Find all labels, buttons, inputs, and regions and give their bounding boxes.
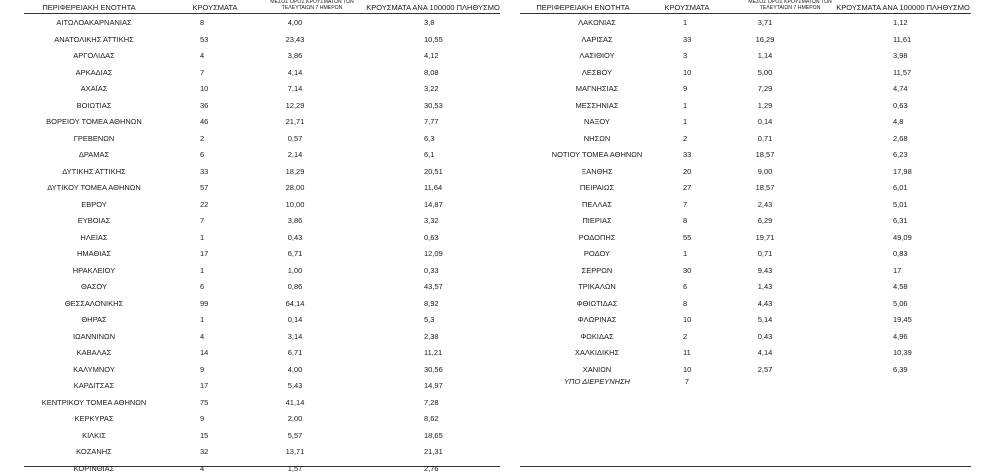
- left-row-cases: 6: [200, 150, 205, 159]
- left-row-avg: 3,86: [287, 51, 303, 60]
- left-row-region: ΚΟΡΙΝΘΙΑΣ: [73, 463, 115, 473]
- right-bottom-rule: [520, 466, 971, 467]
- right-row-avg: 4,14: [757, 348, 773, 357]
- left-row-per100k: 12,09: [424, 249, 443, 258]
- right-row-region: ΛΑΣΙΘΙΟΥ: [579, 51, 615, 60]
- right-row-region: ΠΕΙΡΑΙΩΣ: [579, 183, 615, 192]
- right-row-cases: 11: [683, 348, 691, 357]
- right-row-avg: 1,43: [757, 282, 773, 291]
- left-row-region: ΒΟΡΕΙΟΥ ΤΟΜΕΑ ΑΘΗΝΩΝ: [46, 117, 142, 126]
- left-row-cases: 15: [200, 430, 209, 440]
- left-row-avg: 2,14: [287, 150, 303, 159]
- left-row-region: ΕΥΒΟΙΑΣ: [77, 216, 111, 225]
- left-row-avg: 10,00: [285, 199, 305, 209]
- right-row-avg: 0,71: [757, 249, 773, 258]
- right-row-region: ΦΛΩΡΙΝΑΣ: [577, 315, 617, 324]
- right-header-avg-line2: ΤΕΛΕΥΤΑΙΩΝ 7 ΗΜΕΡΩΝ: [759, 5, 821, 11]
- right-row-avg: 19,71: [755, 232, 775, 242]
- right-row-per100k: 6,31: [893, 216, 908, 225]
- left-row-region: ΘΗΡΑΣ: [81, 315, 107, 324]
- right-row-region: ΞΑΝΘΗΣ: [581, 166, 613, 176]
- left-row-cases: 17: [200, 381, 209, 390]
- left-row-avg: 21,71: [285, 117, 305, 126]
- left-row-region: ΔΥΤΙΚΟΥ ΤΟΜΕΑ ΑΘΗΝΩΝ: [47, 183, 141, 192]
- right-row-cases: 33: [683, 34, 692, 44]
- right-row-cases: 7: [683, 199, 688, 209]
- left-row-avg: 1,00: [287, 265, 303, 275]
- right-row-region: ΛΕΣΒΟΥ: [581, 67, 613, 77]
- right-row-avg: 18,57: [755, 183, 775, 192]
- left-row-per100k: 7,77: [424, 117, 439, 126]
- right-row-cases: 1: [683, 117, 688, 126]
- right-row-per100k: 10,39: [893, 348, 912, 357]
- left-row-region: ΙΩΑΝΝΙΝΩΝ: [72, 331, 116, 341]
- right-row-avg: 9,43: [757, 265, 773, 275]
- left-row-cases: 53: [200, 34, 209, 44]
- right-row-per100k: 0,63: [893, 100, 908, 110]
- left-row-avg: 4,00: [287, 364, 303, 374]
- left-row-avg: 7,14: [287, 84, 303, 93]
- right-row-region: ΡΟΔΟΥ: [583, 249, 611, 258]
- left-row-cases: 1: [200, 232, 205, 242]
- right-header-region: ΠΕΡΙΦΕΡΕΙΑΚΗ ΕΝΟΤΗΤΑ: [536, 3, 630, 12]
- right-row-avg: 0,43: [757, 331, 773, 341]
- left-row-region: ΗΡΑΚΛΕΙΟΥ: [72, 265, 116, 275]
- left-row-region: ΗΜΑΘΙΑΣ: [76, 249, 112, 258]
- right-row-per100k: 4,8: [893, 117, 904, 126]
- left-row-region: ΘΑΣΟΥ: [81, 282, 107, 291]
- left-row-avg: 23,43: [285, 34, 305, 44]
- left-row-per100k: 11,64: [424, 183, 443, 192]
- left-row-avg: 0,57: [287, 133, 303, 143]
- left-row-region: ΚΙΛΚΙΣ: [82, 430, 106, 440]
- left-row-per100k: 3,32: [424, 216, 439, 225]
- right-row-cases: 6: [683, 282, 688, 291]
- right-row-region: ΝΟΤΙΟΥ ΤΟΜΕΑ ΑΘΗΝΩΝ: [551, 150, 643, 159]
- right-row-cases: 9: [683, 84, 688, 93]
- left-row-cases: 57: [200, 183, 209, 192]
- left-row-per100k: 8,62: [424, 414, 439, 423]
- left-row-per100k: 5,3: [424, 315, 435, 324]
- left-row-avg: 0,43: [287, 232, 303, 242]
- left-header-avg-line2: ΤΕΛΕΥΤΑΙΩΝ 7 ΗΜΕΡΩΝ: [281, 5, 343, 11]
- left-row-region: ΔΥΤΙΚΗΣ ΑΤΤΙΚΗΣ: [62, 166, 126, 176]
- left-row-avg: 5,43: [287, 381, 303, 390]
- left-row-per100k: 3,22: [424, 84, 439, 93]
- right-row-region: ΜΕΣΣΗΝΙΑΣ: [575, 100, 619, 110]
- left-row-per100k: 2,76: [424, 463, 439, 473]
- left-row-avg: 3,14: [287, 331, 303, 341]
- left-row-per100k: 7,28: [424, 397, 439, 407]
- right-row-avg: 0,14: [757, 117, 773, 126]
- under-investigation-cases: 7: [684, 377, 690, 386]
- right-row-cases: 27: [683, 183, 692, 192]
- right-row-per100k: 5,06: [893, 298, 908, 308]
- left-row-region: ΑΡΚΑΔΙΑΣ: [75, 67, 113, 77]
- left-row-cases: 75: [200, 397, 209, 407]
- right-row-avg: 4,43: [757, 298, 773, 308]
- right-row-region: ΦΘΙΩΤΙΔΑΣ: [576, 298, 618, 308]
- left-row-per100k: 30,56: [424, 364, 443, 374]
- left-row-avg: 2,00: [287, 414, 303, 423]
- left-row-cases: 99: [200, 298, 209, 308]
- right-row-per100k: 3,98: [893, 51, 908, 60]
- left-row-cases: 17: [200, 249, 209, 258]
- left-row-per100k: 43,57: [424, 282, 443, 291]
- left-row-cases: 6: [200, 282, 205, 291]
- left-row-cases: 8: [200, 18, 205, 27]
- right-row-avg: 5,14: [757, 315, 773, 324]
- left-header-avg-line1: ΜΕΣΟΣ ΟΡΟΣ ΚΡΟΥΣΜΑΤΩΝ ΤΩΝ: [270, 0, 354, 5]
- left-row-cases: 9: [200, 414, 205, 423]
- left-row-avg: 41,14: [285, 397, 305, 407]
- left-row-region: ΑΝΑΤΟΛΙΚΗΣ ΑΤΤΙΚΗΣ: [54, 34, 134, 44]
- right-row-cases: 2: [683, 331, 688, 341]
- right-row-avg: 9,00: [757, 166, 773, 176]
- right-row-per100k: 2,68: [893, 133, 908, 143]
- left-row-cases: 10: [200, 84, 209, 93]
- right-row-per100k: 6,39: [893, 364, 908, 374]
- left-row-cases: 4: [200, 331, 205, 341]
- left-row-avg: 18,29: [285, 166, 305, 176]
- left-row-cases: 22: [200, 199, 209, 209]
- right-row-region: ΡΟΔΟΠΗΣ: [578, 232, 616, 242]
- right-row-avg: 0,71: [757, 133, 773, 143]
- right-row-per100k: 1,12: [893, 18, 908, 27]
- right-row-region: ΠΕΛΛΑΣ: [581, 199, 613, 209]
- right-row-region: ΧΑΛΚΙΔΙΚΗΣ: [574, 348, 620, 357]
- under-investigation-label: ΥΠΟ ΔΙΕΡΕΥΝΗΣΗ: [564, 377, 630, 386]
- right-row-region: ΠΙΕΡΙΑΣ: [582, 216, 612, 225]
- left-row-avg: 6,71: [287, 348, 303, 357]
- left-row-region: ΚΑΡΔΙΤΣΑΣ: [73, 381, 115, 390]
- right-row-region: ΝΗΣΩΝ: [583, 133, 611, 143]
- left-row-avg: 0,86: [287, 282, 303, 291]
- right-row-avg: 7,29: [757, 84, 773, 93]
- left-row-region: ΘΕΣΣΑΛΟΝΙΚΗΣ: [64, 298, 124, 308]
- left-row-per100k: 14,97: [424, 381, 443, 390]
- right-row-per100k: 6,23: [893, 150, 908, 159]
- left-row-per100k: 2,38: [424, 331, 439, 341]
- right-row-region: ΜΑΓΝΗΣΙΑΣ: [575, 84, 619, 93]
- right-row-per100k: 0,83: [893, 249, 908, 258]
- left-row-avg: 4,00: [287, 18, 303, 27]
- right-row-per100k: 17,98: [893, 166, 912, 176]
- right-row-cases: 2: [683, 133, 688, 143]
- left-row-cases: 9: [200, 364, 205, 374]
- left-row-cases: 14: [200, 348, 209, 357]
- right-row-region: ΧΑΝΙΩΝ: [582, 364, 612, 374]
- left-row-avg: 3,86: [287, 216, 303, 225]
- left-row-per100k: 10,55: [424, 34, 443, 44]
- right-header-cases: ΚΡΟΥΣΜΑΤΑ: [664, 3, 710, 12]
- left-row-cases: 7: [200, 216, 205, 225]
- left-row-region: ΔΡΑΜΑΣ: [78, 150, 110, 159]
- right-row-per100k: 4,58: [893, 282, 908, 291]
- left-row-avg: 28,00: [285, 183, 305, 192]
- left-header-per100k: ΚΡΟΥΣΜΑΤΑ ΑΝΑ 100000 ΠΛΗΘΥΣΜΟ: [366, 3, 500, 12]
- right-row-per100k: 11,61: [893, 34, 912, 44]
- right-row-avg: 1,29: [757, 100, 773, 110]
- right-row-per100k: 49,09: [893, 232, 912, 242]
- left-row-avg: 64,14: [285, 298, 305, 308]
- left-row-per100k: 20,51: [424, 166, 443, 176]
- left-row-cases: 33: [200, 166, 209, 176]
- right-row-avg: 5,00: [757, 67, 773, 77]
- right-row-region: ΛΑΚΩΝΙΑΣ: [578, 18, 616, 27]
- left-header-cases: ΚΡΟΥΣΜΑΤΑ: [192, 3, 238, 12]
- right-row-avg: 2,57: [757, 364, 773, 374]
- left-row-region: ΚΕΝΤΡΙΚΟΥ ΤΟΜΕΑ ΑΘΗΝΩΝ: [41, 397, 147, 407]
- right-row-avg: 3,71: [757, 18, 773, 27]
- left-row-per100k: 6,1: [424, 150, 435, 159]
- left-row-cases: 7: [200, 67, 205, 77]
- left-row-avg: 12,29: [285, 100, 305, 110]
- right-row-per100k: 6,01: [893, 183, 908, 192]
- left-row-avg: 0,14: [287, 315, 303, 324]
- right-row-avg: 6,29: [757, 216, 773, 225]
- right-row-cases: 20: [683, 166, 692, 176]
- right-row-per100k: 4,96: [893, 331, 908, 341]
- right-row-cases: 10: [683, 315, 692, 324]
- right-row-per100k: 17: [893, 265, 902, 275]
- right-row-per100k: 11,57: [893, 67, 912, 77]
- left-row-region: ΑΙΤΩΛΟΑΚΑΡΝΑΝΙΑΣ: [56, 18, 132, 27]
- right-row-per100k: 19,45: [893, 315, 912, 324]
- left-row-per100k: 4,12: [424, 51, 439, 60]
- left-row-cases: 46: [200, 117, 209, 126]
- left-row-avg: 13,71: [285, 447, 305, 456]
- left-header-avg: [252, 0, 372, 17]
- right-row-region: ΛΑΡΙΣΑΣ: [581, 34, 613, 44]
- left-row-per100k: 6,3: [424, 133, 435, 143]
- left-row-per100k: 11,21: [424, 348, 443, 357]
- left-row-avg: 1,57: [287, 463, 303, 473]
- right-row-cases: 1: [683, 18, 688, 27]
- right-row-avg: 18,57: [755, 150, 775, 159]
- right-row-avg: 16,29: [755, 34, 775, 44]
- right-row-region: ΤΡΙΚΑΛΩΝ: [578, 282, 616, 291]
- left-header-region: ΠΕΡΙΦΕΡΕΙΑΚΗ ΕΝΟΤΗΤΑ: [42, 3, 136, 12]
- left-row-cases: 4: [200, 51, 205, 60]
- right-row-region: ΣΕΡΡΩΝ: [581, 265, 613, 275]
- left-row-per100k: 14,87: [424, 199, 443, 209]
- left-row-region: ΓΡΕΒΕΝΩΝ: [73, 133, 115, 143]
- left-row-avg: 4,14: [287, 67, 303, 77]
- right-row-region: ΝΑΞΟΥ: [584, 117, 610, 126]
- right-row-avg: 1,14: [757, 51, 773, 60]
- left-row-per100k: 3,8: [424, 18, 435, 27]
- left-row-cases: 4: [200, 463, 205, 473]
- right-row-cases: 33: [683, 150, 692, 159]
- left-row-cases: 32: [200, 447, 209, 456]
- left-row-region: ΚΕΡΚΥΡΑΣ: [74, 414, 114, 423]
- left-row-per100k: 0,63: [424, 232, 439, 242]
- right-row-cases: 8: [683, 216, 688, 225]
- right-row-per100k: 4,74: [893, 84, 908, 93]
- right-row-cases: 1: [683, 100, 688, 110]
- right-header-avg-line1: ΜΕΣΟΣ ΟΡΟΣ ΚΡΟΥΣΜΑΤΩΝ ΤΩΝ: [748, 0, 832, 5]
- right-header-rule: [520, 13, 971, 14]
- left-row-cases: 2: [200, 133, 205, 143]
- left-row-avg: 5,57: [287, 430, 303, 440]
- right-row-region: ΦΩΚΙΔΑΣ: [580, 331, 614, 341]
- left-row-region: ΑΡΓΟΛΙΔΑΣ: [73, 51, 115, 60]
- right-row-avg: 2,43: [757, 199, 773, 209]
- left-row-per100k: 8,92: [424, 298, 439, 308]
- left-row-region: ΕΒΡΟΥ: [81, 199, 107, 209]
- left-row-cases: 1: [200, 315, 205, 324]
- left-row-region: ΗΛΕΙΑΣ: [80, 232, 108, 242]
- left-header-rule: [24, 13, 500, 14]
- left-row-per100k: 21,31: [424, 447, 443, 456]
- left-row-region: ΚΟΖΑΝΗΣ: [76, 447, 112, 456]
- left-row-avg: 6,71: [287, 249, 303, 258]
- left-row-cases: 1: [200, 265, 205, 275]
- left-row-per100k: 8,08: [424, 67, 439, 77]
- left-row-region: ΚΑΒΑΛΑΣ: [76, 348, 112, 357]
- left-row-region: ΑΧΑΪΑΣ: [80, 84, 108, 93]
- left-row-region: ΚΑΛΥΜΝΟΥ: [73, 364, 115, 374]
- right-header-per100k: ΚΡΟΥΣΜΑΤΑ ΑΝΑ 100000 ΠΛΗΘΥΣΜΟ: [836, 3, 970, 12]
- left-row-per100k: 0,33: [424, 265, 439, 275]
- right-row-cases: 3: [683, 51, 688, 60]
- right-row-cases: 10: [683, 67, 692, 77]
- right-row-cases: 30: [683, 265, 692, 275]
- left-row-cases: 36: [200, 100, 209, 110]
- right-row-cases: 1: [683, 249, 688, 258]
- right-row-cases: 10: [683, 364, 692, 374]
- right-row-per100k: 5,01: [893, 199, 908, 209]
- left-row-per100k: 18,65: [424, 430, 443, 440]
- right-row-cases: 55: [683, 232, 692, 242]
- right-row-cases: 8: [683, 298, 688, 308]
- left-row-region: ΒΟΙΩΤΙΑΣ: [76, 100, 112, 110]
- left-row-per100k: 30,53: [424, 100, 443, 110]
